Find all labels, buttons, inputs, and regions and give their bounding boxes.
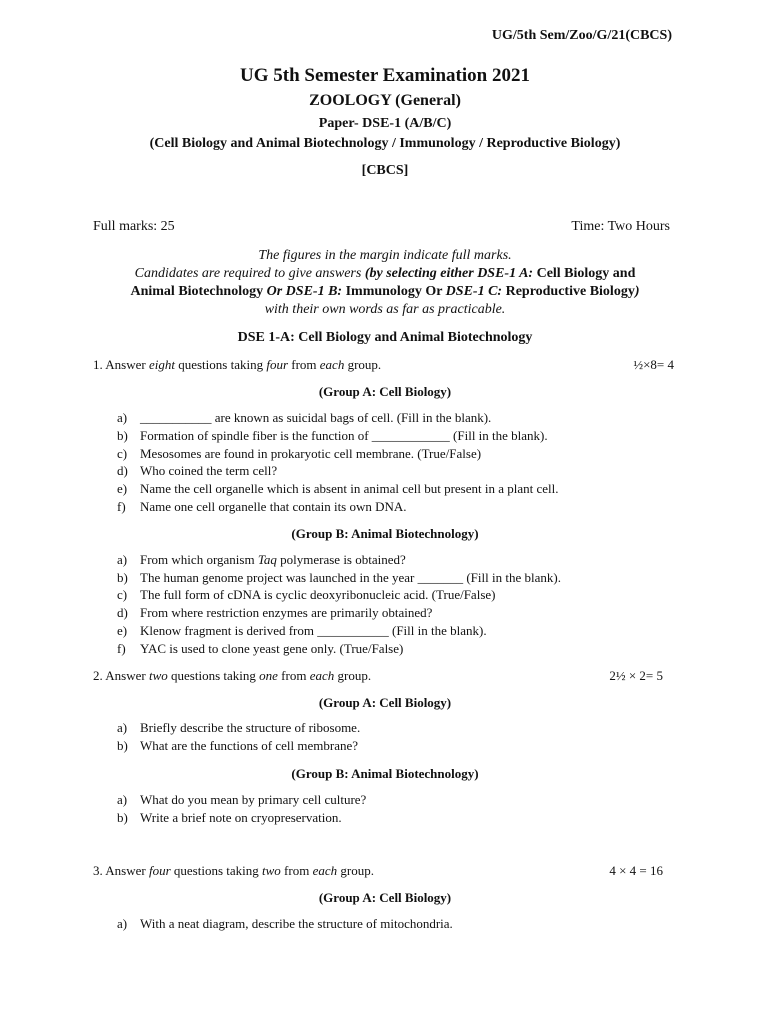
q2-group-a-title: (Group A: Cell Biology) <box>318 695 452 710</box>
list-item-label: a) <box>117 410 128 425</box>
question-2: 2. Answer two questions taking one from each group. <box>93 668 372 683</box>
exam-title: UG 5th Semester Examination 2021 <box>240 65 530 86</box>
section-title: DSE 1-A: Cell Biology and Animal Biotechnology <box>237 330 533 345</box>
list-item: Formation of spindle fiber is the function of ____________ (Fill in the blank). <box>140 428 548 443</box>
instruction-line-4: with their own words as far as practicable. <box>264 302 506 317</box>
list-item-label: a) <box>117 720 128 735</box>
list-item-label: b) <box>117 570 128 585</box>
q3-group-a-title: (Group A: Cell Biology) <box>318 890 452 905</box>
list-item: Who coined the term cell? <box>140 463 278 478</box>
list-item: From which organism Taq polymerase is obtained? <box>140 552 406 567</box>
list-item: YAC is used to clone yeast gene only. (True/False) <box>140 641 404 656</box>
list-item-label: e) <box>117 481 128 496</box>
instruction-line-3: Animal Biotechnology Or DSE-1 B: Immunology Or DSE-1 C: Reproductive Biology) <box>130 284 640 299</box>
papers-list: (Cell Biology and Animal Biotechnology / Immunology / Reproductive Biology) <box>149 136 621 151</box>
paper-code: UG/5th Sem/Zoo/G/21(CBCS) <box>491 28 672 43</box>
list-item-label: f) <box>117 641 126 656</box>
list-item: Mesosomes are found in prokaryotic cell membrane. (True/False) <box>140 446 482 461</box>
list-item-label: c) <box>117 446 128 461</box>
q1-group-a-title: (Group A: Cell Biology) <box>318 384 452 399</box>
list-item-label: c) <box>117 587 128 602</box>
list-item: ___________ are known as suicidal bags of cell. (Fill in the blank). <box>140 410 492 425</box>
full-marks: Full marks: 25 <box>93 219 175 234</box>
question-3-marks: 4 × 4 = 16 <box>609 863 663 878</box>
question-2-marks: 2½ × 2= 5 <box>609 668 663 683</box>
list-item-label: b) <box>117 738 128 753</box>
time-allowed: Time: Two Hours <box>571 219 670 234</box>
list-item-label: a) <box>117 792 128 807</box>
question-1: 1. Answer eight questions taking four from each group. <box>93 357 382 372</box>
subject-title: ZOOLOGY (General) <box>309 92 461 109</box>
q1-group-b-title: (Group B: Animal Biotechnology) <box>291 526 479 541</box>
list-item: Name the cell organelle which is absent in animal cell but present in a plant cell. <box>140 481 559 496</box>
list-item: Write a brief note on cryopreservation. <box>140 810 342 825</box>
list-item-label: f) <box>117 499 126 514</box>
list-item: With a neat diagram, describe the structure of mitochondria. <box>140 916 453 931</box>
question-1-marks: ½×8= 4 <box>633 357 674 372</box>
question-3: 3. Answer four questions taking two from each group. <box>93 863 374 878</box>
list-item: The human genome project was launched in the year _______ (Fill in the blank). <box>140 570 561 585</box>
instruction-line-2: Candidates are required to give answers (by selecting either DSE-1 A: Cell Biology and <box>134 266 636 281</box>
list-item: From where restriction enzymes are primarily obtained? <box>140 605 433 620</box>
list-item: Briefly describe the structure of ribosome. <box>140 720 361 735</box>
list-item-label: e) <box>117 623 128 638</box>
list-item: What are the functions of cell membrane? <box>140 738 359 753</box>
list-item-label: d) <box>117 605 128 620</box>
list-item: Klenow fragment is derived from ___________ (Fill in the blank). <box>140 623 487 638</box>
list-item-label: b) <box>117 428 128 443</box>
scheme: [CBCS] <box>361 163 409 178</box>
list-item-label: a) <box>117 916 128 931</box>
list-item: What do you mean by primary cell culture? <box>140 792 367 807</box>
list-item: Name one cell organelle that contain its own DNA. <box>140 499 407 514</box>
list-item-label: b) <box>117 810 128 825</box>
list-item-label: d) <box>117 463 128 478</box>
list-item-label: a) <box>117 552 128 567</box>
q2-group-b-title: (Group B: Animal Biotechnology) <box>291 766 479 781</box>
list-item: The full form of cDNA is cyclic deoxyribonucleic acid. (True/False) <box>140 587 496 602</box>
paper-title: Paper- DSE-1 (A/B/C) <box>318 116 452 131</box>
instruction-line-1: The figures in the margin indicate full marks. <box>258 248 512 263</box>
